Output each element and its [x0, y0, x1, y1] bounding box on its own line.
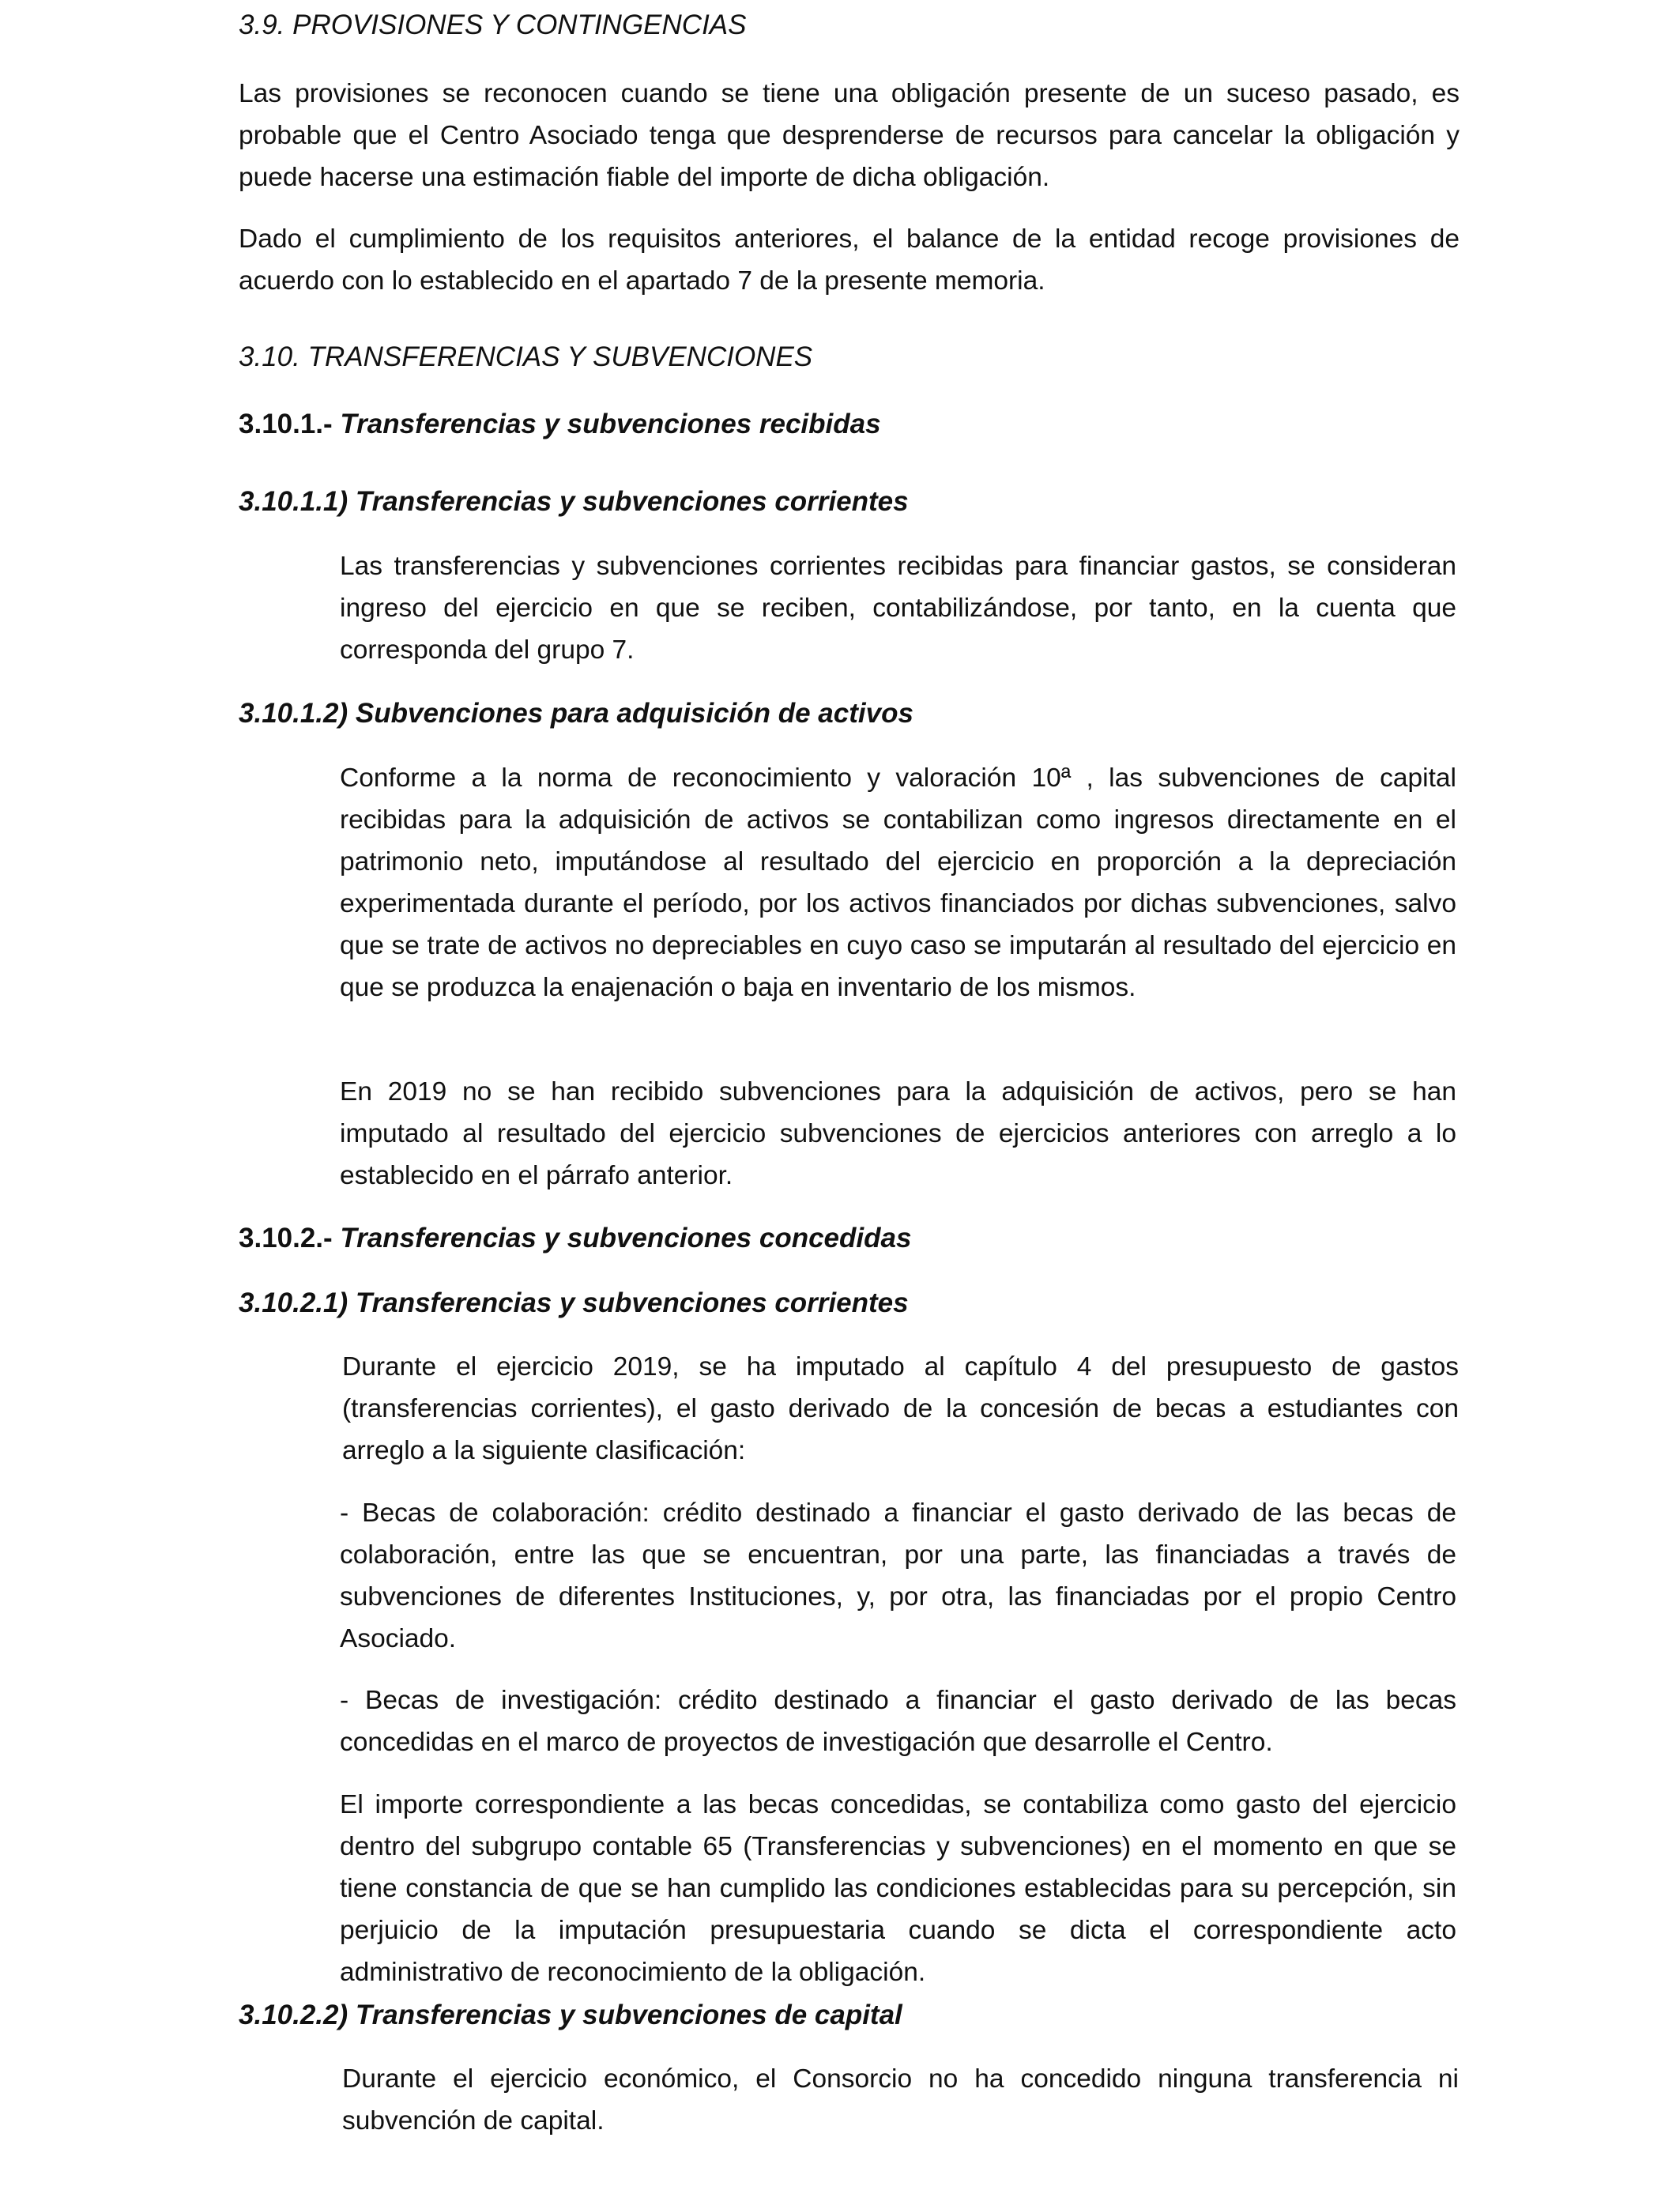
- section-3-10-1-number: 3.10.1.-: [239, 409, 333, 439]
- section-3-10-1-2-paragraph-2: En 2019 no se han recibido subvenciones para la adquisición de activos, pero se han imputado al resultado del ejercicio subvenciones de ejercicios anteriores con arreglo a lo establecido en el párrafo anterior.: [340, 1077, 1456, 1190]
- section-3-10-2-1-paragraph-4: El importe correspondiente a las becas concedidas, se contabiliza como gasto del ejercicio dentro del subgrupo contable 65 (Transferencias y subvenciones) en el momento en que se tiene constancia de que se han cumplido las condiciones establecidas para su percepción, sin perjuicio de la imputación presupuestaria cuando se dicta el correspondiente acto administrativo de reconocimiento de la obligación.: [340, 1790, 1456, 1987]
- section-3-10-heading: 3.10. TRANSFERENCIAS Y SUBVENCIONES: [239, 341, 813, 372]
- section-3-10-2-number: 3.10.2.-: [239, 1223, 333, 1253]
- section-3-10-2-1-paragraph-2: - Becas de colaboración: crédito destinado a financiar el gasto derivado de las becas de colaboración, entre las que se encuentran, por una parte, las financiadas a través de subvenciones de diferentes Instituciones, y, por otra, las financiadas por el propio Centro Asociado.: [340, 1498, 1456, 1653]
- section-3-10-2-heading: [239, 1220, 911, 1257]
- section-3-10-2-1-paragraph-1: Durante el ejercicio 2019, se ha imputado al capítulo 4 del presupuesto de gastos (transferencias corrientes), el gasto derivado de la concesión de becas a estudiantes con arreglo a la siguiente clasificación:: [342, 1352, 1459, 1465]
- section-3-10-1-1-paragraph: Las transferencias y subvenciones corrientes recibidas para financiar gastos, se consideran ingreso del ejercicio en que se reciben, contabilizándose, por tanto, en la cuenta que corresponda del grupo 7.: [340, 552, 1456, 665]
- section-3-10-2-1-heading: 3.10.2.1) Transferencias y subvenciones corrientes: [239, 1287, 909, 1318]
- section-3-10-2-1-paragraph-3: - Becas de investigación: crédito destinado a financiar el gasto derivado de las becas concedidas en el marco de proyectos de investigación que desarrolle el Centro.: [340, 1686, 1456, 1757]
- section-3-10-1-2-heading: 3.10.1.2) Subvenciones para adquisición de activos: [239, 698, 913, 729]
- section-3-9-paragraph-1: Las provisiones se reconocen cuando se tiene una obligación presente de un suceso pasado, es probable que el Centro Asociado tenga que desprenderse de recursos para cancelar la obligación y puede hacerse una estimación fiable del importe de dicha obligación.: [239, 79, 1460, 192]
- section-3-10-1-heading: [239, 405, 881, 443]
- section-3-9-heading: 3.9. PROVISIONES Y CONTINGENCIAS: [239, 9, 747, 40]
- section-3-10-1-title: Transferencias y subvenciones recibidas: [332, 409, 881, 439]
- section-3-10-2-2-heading: 3.10.2.2) Transferencias y subvenciones de capital: [239, 2000, 902, 2030]
- section-3-10-2-2-paragraph: Durante el ejercicio económico, el Consorcio no ha concedido ninguna transferencia ni subvención de capital.: [342, 2064, 1459, 2136]
- section-3-10-1-2-paragraph-1: Conforme a la norma de reconocimiento y valoración 10ª , las subvenciones de capital recibidas para la adquisición de activos se contabilizan como ingresos directamente en el patrimonio neto, imputándose al resultado del ejercicio en proporción a la depreciación experimentada durante el período, por los activos financiados por dichas subvenciones, salvo que se trate de activos no depreciables en cuyo caso se imputarán al resultado del ejercicio en que se produzca la enajenación o baja en inventario de los mismos.: [340, 763, 1456, 1002]
- section-3-10-2-title: Transferencias y subvenciones concedidas: [332, 1223, 912, 1253]
- section-3-10-1-1-heading: 3.10.1.1) Transferencias y subvenciones corrientes: [239, 486, 909, 517]
- section-3-9-paragraph-2: Dado el cumplimiento de los requisitos anteriores, el balance de la entidad recoge provisiones de acuerdo con lo establecido en el apartado 7 de la presente memoria.: [239, 224, 1460, 296]
